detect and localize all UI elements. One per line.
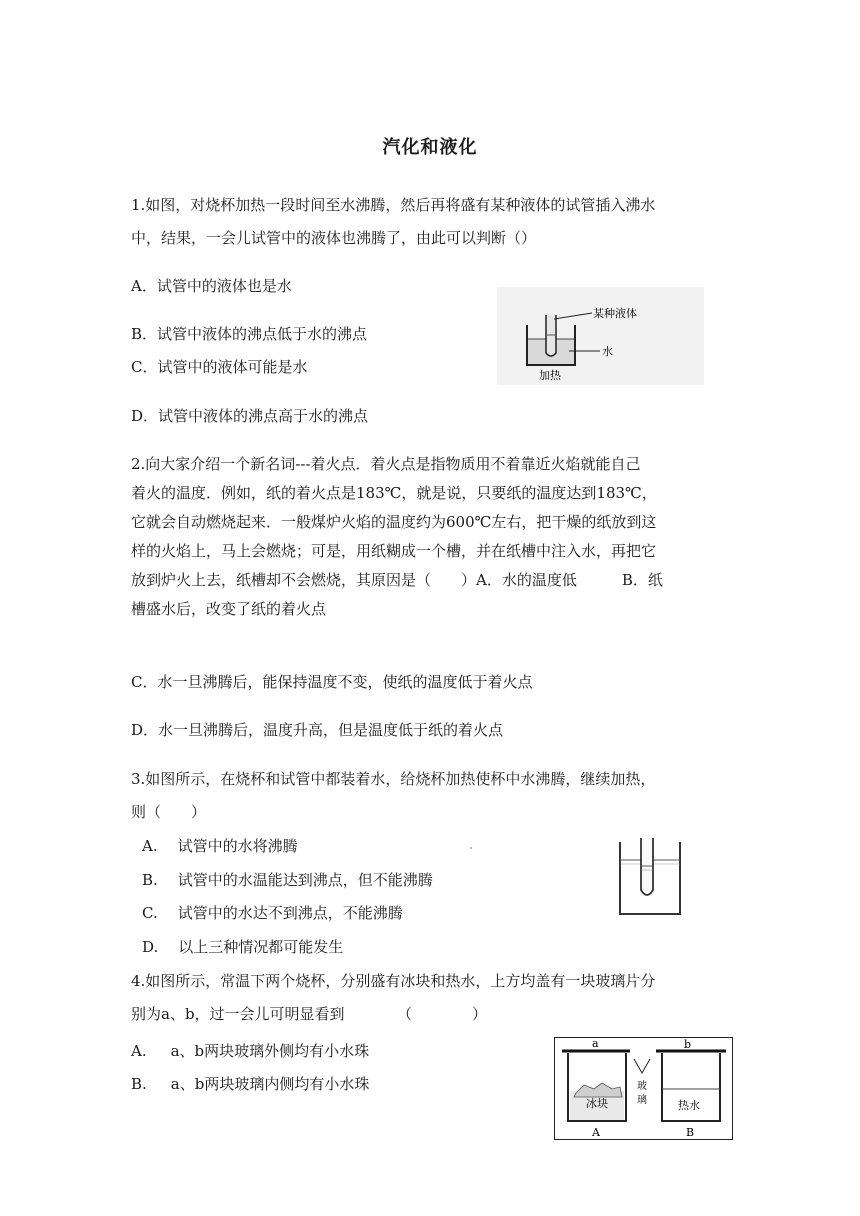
q4-figure-label-ice: 冰块: [586, 1097, 608, 1110]
q3-option-b: B. 试管中的水温能达到沸点，但不能沸腾: [142, 871, 433, 889]
q1-figure-label-liquid: 某种液体: [593, 307, 637, 320]
q3-stem-line-1: 3.如图所示，在烧杯和试管中都装着水，给烧杯加热使杯中水沸腾，继续加热，: [131, 770, 656, 788]
q4-stem-line-1: 4.如图所示，常温下两个烧杯，分别盛有冰块和热水，上方均盖有一块玻璃片分: [131, 972, 656, 990]
q1-figure-beaker: [497, 287, 704, 385]
q2-option-d: D．水一旦沸腾后，温度升高，但是温度低于纸的着火点: [131, 721, 504, 739]
q2-line-3: 它就会自动燃烧起来．一般煤炉火焰的温度约为600℃左右，把干燥的纸放到这: [131, 513, 657, 531]
q3-option-d: D. 以上三种情况都可能发生: [142, 938, 344, 956]
page-title: 汽化和液化: [382, 137, 478, 158]
q3-option-a: A. 试管中的水将沸腾: [142, 837, 298, 855]
q2-stem: [131, 450, 731, 624]
q1-figure-label-water: 水: [602, 345, 613, 358]
q2-line-6: 槽盛水后，改变了纸的着火点: [131, 600, 327, 618]
q2-option-c: C．水一旦沸腾后，能保持温度不变，使纸的温度低于着火点: [131, 673, 533, 691]
q4-figure-label-B: B: [686, 1126, 695, 1139]
q4-option-b: B. a、b两块玻璃内侧均有小水珠: [131, 1075, 370, 1093]
q3-figure-beaker: [614, 838, 686, 918]
q3-stem-line-2: 则（ ）: [131, 803, 207, 821]
q4-figure-label-A: A: [592, 1126, 600, 1139]
q4-figure-label-glass-1: 玻: [637, 1081, 647, 1092]
q1-stem-line-2: 中，结果，一会儿试管中的液体也沸腾了，由此可以判断（）: [131, 229, 537, 247]
q1-option-a: A．试管中的液体也是水: [131, 277, 292, 295]
q2-line-2: 着火的温度．例如，纸的着火点是183℃，就是说，只要纸的温度达到183℃，: [131, 484, 657, 502]
q4-figure-label-b: b: [684, 1038, 692, 1051]
q3-option-c: C. 试管中的水达不到沸点，不能沸腾: [142, 904, 403, 922]
q1-stem-line-1: 1.如图，对烧杯加热一段时间至水沸腾，然后再将盛有某种液体的试管插入沸水: [131, 196, 656, 214]
q4-figure-label-glass-2: 璃: [637, 1095, 647, 1106]
q2-line-5: 放到炉火上去，纸槽却不会燃烧，其原因是（ ）A．水的温度低 B．纸: [131, 571, 663, 589]
q2-line-1: 2.向大家介绍一个新名词---着火点．着火点是指物质用不着靠近火焰就能自己: [131, 455, 641, 473]
q1-figure-label-heat: 加热: [539, 369, 561, 382]
stray-mark: [470, 847, 472, 849]
q4-stem-line-2: 别为a、b，过一会儿可明显看到 （ ）: [131, 1005, 488, 1023]
q4-figure-label-hot: 热水: [678, 1099, 700, 1112]
q1-option-c: C．试管中的液体可能是水: [131, 358, 308, 376]
q2-line-4: 样的火焰上，马上会燃烧；可是，用纸糊成一个槽，并在纸槽中注入水，再把它: [131, 542, 657, 560]
q1-option-d: D．试管中液体的沸点高于水的沸点: [131, 407, 369, 425]
q1-option-b: B．试管中液体的沸点低于水的沸点: [131, 325, 368, 343]
q4-option-a: A. a、b两块玻璃外侧均有小水珠: [131, 1042, 370, 1060]
q4-figure-beakers: [554, 1037, 733, 1140]
q4-figure-label-a: a: [592, 1037, 599, 1050]
